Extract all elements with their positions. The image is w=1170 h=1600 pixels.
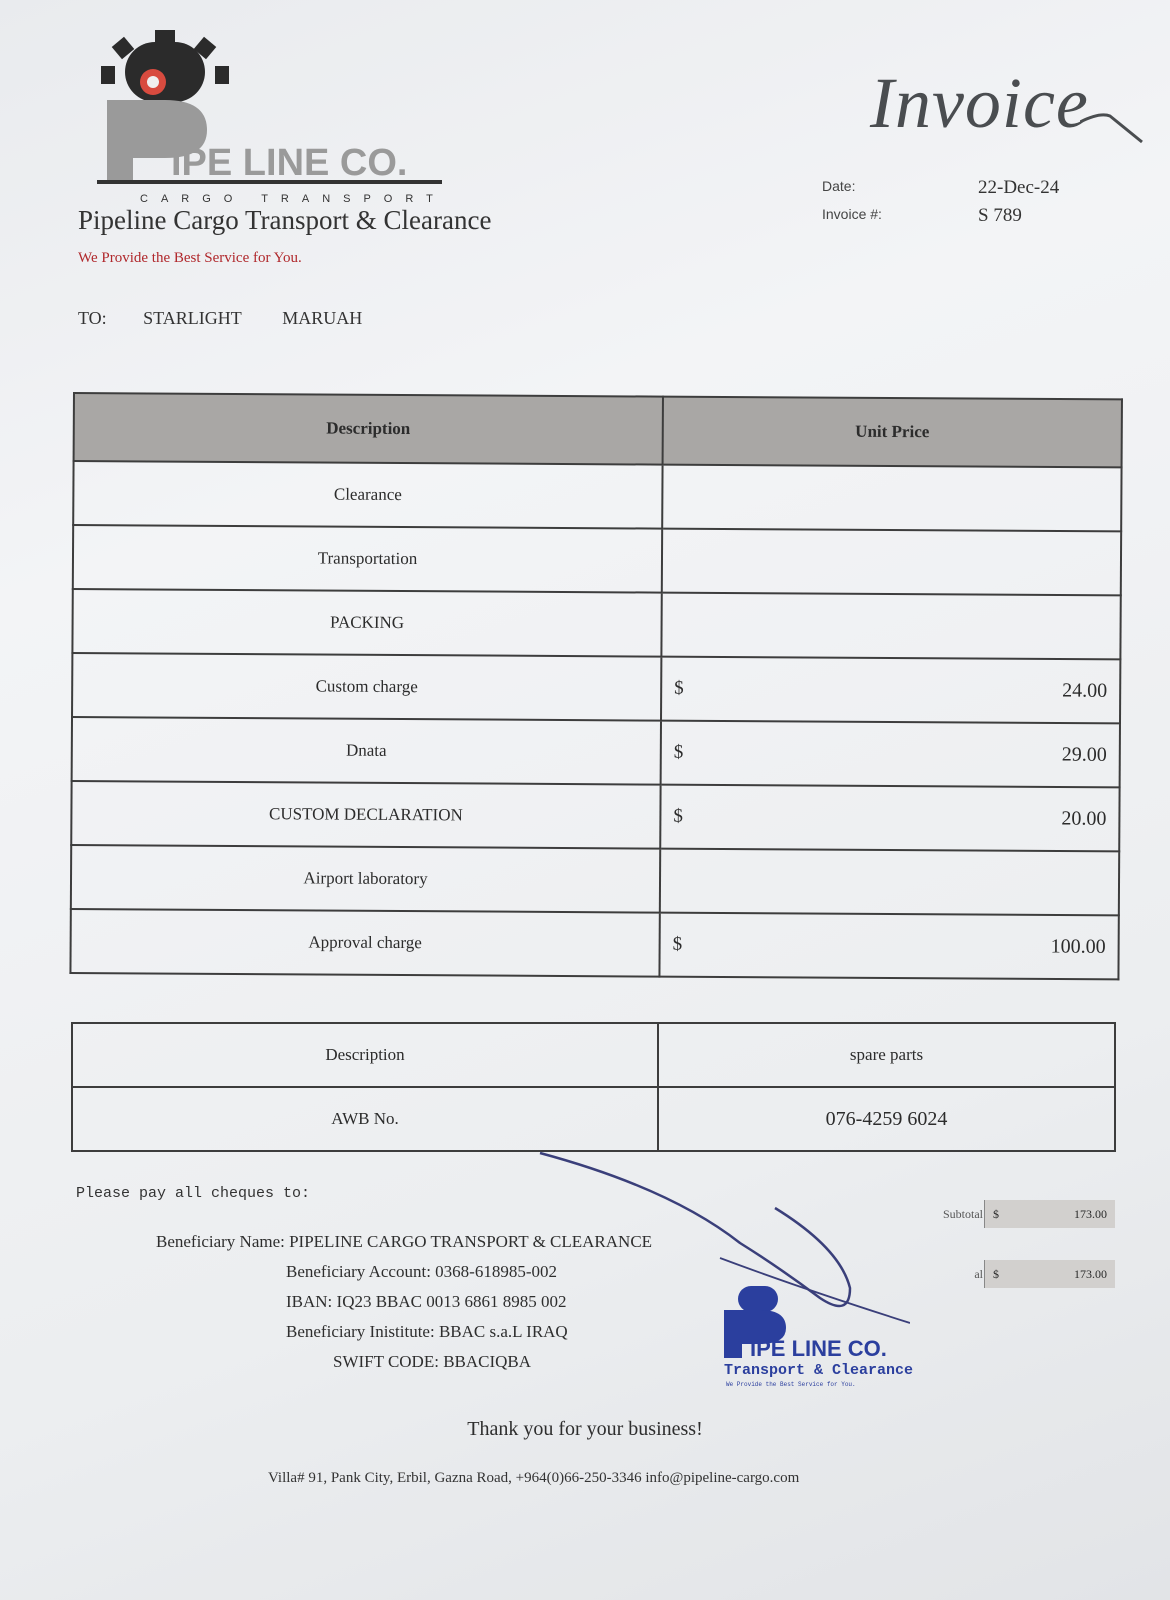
- beneficiary-account: Beneficiary Account: 0368-618985-002: [286, 1262, 557, 1281]
- swift-code: SWIFT CODE: BBACIQBA: [333, 1352, 532, 1371]
- item-amount: 20.00: [1061, 807, 1107, 830]
- thank-you-message: Thank you for your business!: [467, 1418, 703, 1440]
- header-description: Description: [74, 393, 663, 465]
- recipient-name-2: MARUAH: [282, 308, 363, 328]
- invoice-title: Invoice: [870, 63, 1089, 143]
- currency-symbol: $: [673, 805, 683, 827]
- shipment-description-label: Description: [72, 1023, 658, 1087]
- item-description: PACKING: [72, 589, 661, 657]
- table-row: [73, 461, 1121, 531]
- svg-text:We Provide the Best Service fo: We Provide the Best Service for You.: [726, 1381, 856, 1388]
- item-price: [662, 529, 1121, 596]
- currency-symbol: $: [673, 741, 684, 763]
- title-flourish: [1080, 110, 1150, 150]
- subtotal-row: Subtotal $ 173.00: [900, 1200, 1115, 1228]
- table-row: [72, 1087, 1115, 1151]
- company-tagline: We Provide the Best Service for You.: [78, 250, 302, 266]
- total-row: al $ 173.00: [900, 1260, 1115, 1288]
- iban: IBAN: IQ23 BBAC 0013 6861 8985 002: [286, 1292, 567, 1311]
- table-row: [73, 525, 1121, 595]
- invoice-number-label: Invoice #:: [822, 206, 882, 222]
- table-row: [72, 589, 1120, 659]
- items-table: [69, 392, 1123, 980]
- item-price: [661, 593, 1120, 660]
- table-row: [70, 909, 1118, 979]
- item-price: [661, 657, 1120, 724]
- table-row: [72, 717, 1120, 787]
- to-label: TO:: [78, 308, 107, 328]
- item-price: [660, 849, 1119, 916]
- header-unit-price: Unit Price: [663, 397, 1122, 468]
- svg-text:IPE LINE CO.: IPE LINE CO.: [750, 1336, 887, 1361]
- currency-symbol: $: [674, 677, 684, 699]
- table-row: [72, 653, 1120, 723]
- company-name: Pipeline Cargo Transport & Clearance: [78, 205, 492, 235]
- svg-text:IPE LINE CO.: IPE LINE CO.: [171, 142, 408, 184]
- signature: [520, 1148, 910, 1338]
- item-amount: 24.00: [1062, 679, 1108, 702]
- table-row: [71, 781, 1119, 851]
- total-value: 173.00: [1074, 1267, 1107, 1281]
- item-price: [660, 785, 1119, 852]
- company-address: Villa# 91, Pank City, Erbil, Gazna Road, +964(0)66-250-3346 info@pipeline-cargo.com: [268, 1470, 800, 1486]
- item-description: Airport laboratory: [71, 845, 660, 913]
- awb-value: 076-4259 6024: [658, 1087, 1115, 1151]
- item-amount: 29.00: [1061, 743, 1107, 766]
- svg-text:CARGO TRANSPORT: CARGO TRANSPORT: [140, 193, 446, 205]
- date-value: 22-Dec-24: [978, 177, 1060, 198]
- invoice-number-value: S 789: [978, 205, 1022, 226]
- beneficiary-institute: Beneficiary Inistitute: BBAC s.a.L IRAQ: [286, 1322, 568, 1341]
- item-price: [659, 913, 1118, 980]
- table-row: [71, 845, 1119, 915]
- beneficiary-name: Beneficiary Name: PIPELINE CARGO TRANSPORT & CLEARANCE: [156, 1232, 653, 1251]
- shipment-table: [71, 1022, 1116, 1152]
- item-description: CUSTOM DECLARATION: [71, 781, 660, 849]
- date-label: Date:: [822, 178, 856, 194]
- company-logo: [95, 30, 455, 210]
- item-description: Transportation: [73, 525, 662, 593]
- items-header-row: [74, 393, 1122, 467]
- recipient-name-1: STARLIGHT: [143, 308, 242, 328]
- item-amount: 100.00: [1050, 935, 1106, 958]
- awb-label: AWB No.: [72, 1087, 658, 1151]
- item-description: Approval charge: [70, 909, 659, 977]
- recipient: [78, 308, 362, 329]
- item-description: Clearance: [73, 461, 662, 529]
- svg-text:Transport & Clearance: Transport & Clearance: [724, 1362, 914, 1379]
- subtotal-value: 173.00: [1074, 1207, 1107, 1221]
- total-label: al: [974, 1267, 983, 1281]
- subtotal-label: Subtotal: [942, 1207, 983, 1221]
- payment-title: Please pay all cheques to:: [76, 1185, 311, 1202]
- item-price: [662, 465, 1121, 532]
- currency-symbol: $: [672, 933, 683, 955]
- item-price: [661, 721, 1120, 788]
- totals-box: [900, 1172, 1115, 1290]
- item-description: Custom charge: [72, 653, 661, 721]
- item-description: Dnata: [72, 717, 661, 785]
- shipment-description-value: spare parts: [658, 1023, 1115, 1087]
- table-row: [72, 1023, 1115, 1087]
